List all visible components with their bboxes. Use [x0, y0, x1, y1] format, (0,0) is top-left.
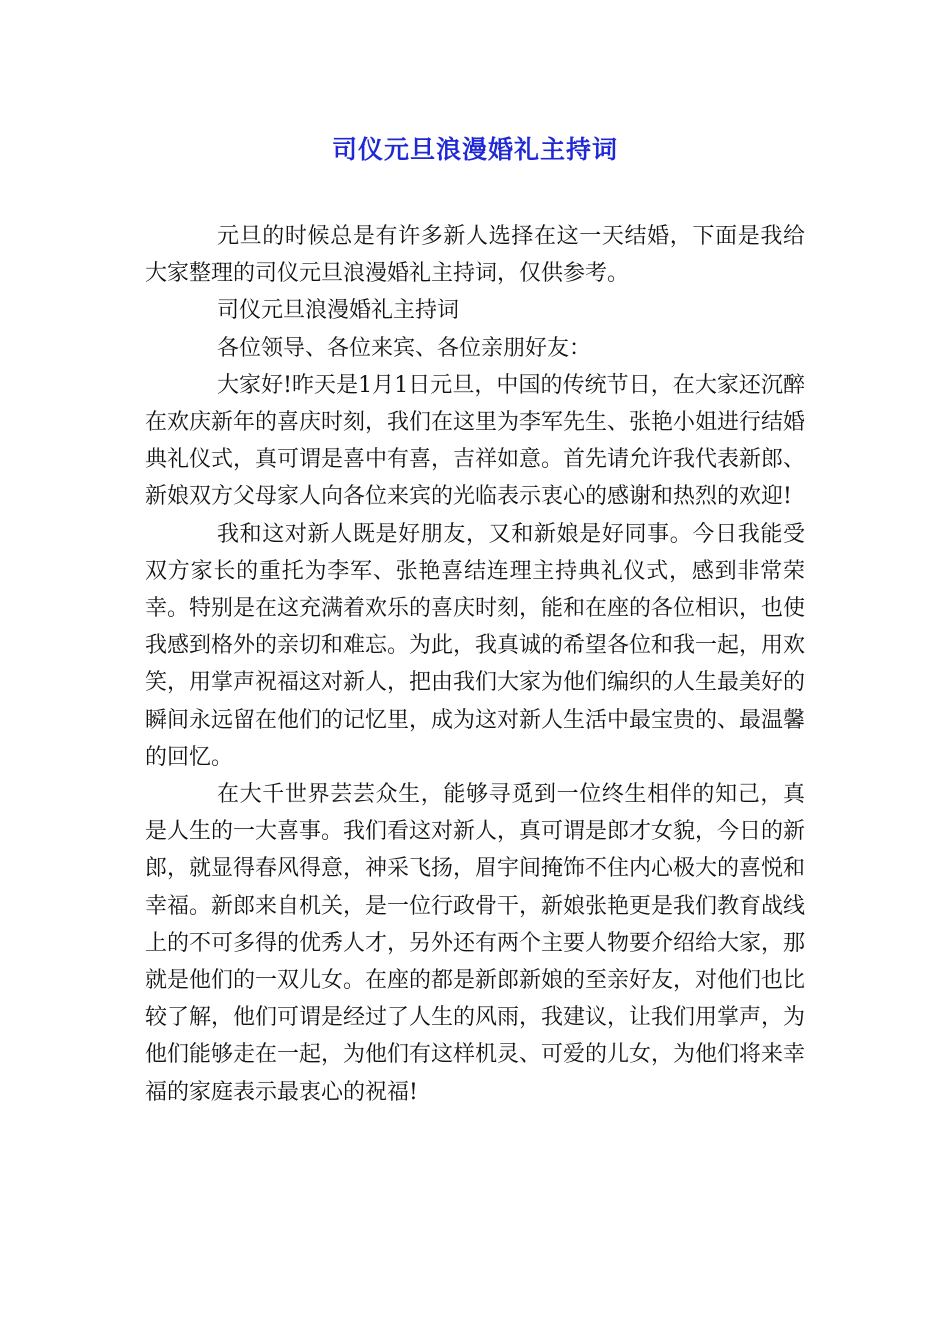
document-body	[145, 218, 805, 1111]
document-title: 司仪元旦浪漫婚礼主持词	[331, 135, 618, 164]
paragraph-opening: 大家好!昨天是1月1日元旦，中国的传统节日，在大家还沉醉在欢庆新年的喜庆时刻，我们在这里为李军先生、张艳小姐进行结婚典礼仪式，真可谓是喜中有喜，吉祥如意。首先请允许我代表新郎、新娘双方父母家人向各位来宾的光临表示衷心的感谢和热烈的欢迎!	[145, 372, 806, 510]
paragraph-subtitle: 司仪元旦浪漫婚礼主持词	[217, 298, 460, 324]
paragraph-host-intro: 我和这对新人既是好朋友，又和新娘是好同事。今日我能受双方家长的重托为李军、张艳喜结连理主持典礼仪式，感到非常荣幸。特别是在这充满着欢乐的喜庆时刻，能和在座的各位相识，也使我感到格外的亲切和难忘。为此，我真诚的希望各位和我一起，用欢笑，用掌声祝福这对新人，把由我们大家为他们编织的人生最美好的瞬间永远留在他们的记忆里，成为这对新人生活中最宝贵的、最温馨的回忆。	[145, 521, 806, 770]
paragraph-intro: 元旦的时候总是有许多新人选择在这一天结婚，下面是我给大家整理的司仪元旦浪漫婚礼主持词，仅供参考。	[145, 224, 805, 287]
paragraph-couple-intro: 在大千世界芸芸众生，能够寻觅到一位终生相伴的知己，真是人生的一大喜事。我们看这对新人，真可谓是郎才女貌，今日的新郎，就显得春风得意，神采飞扬，眉宇间掩饰不住内心极大的喜悦和幸福。新郎来自机关，是一位行政骨干，新娘张艳更是我们教育战线上的不可多得的优秀人才，另外还有两个主要人物要介绍给大家，那就是他们的一双儿女。在座的都是新郎新娘的至亲好友，对他们也比较了解，他们可谓是经过了人生的风雨，我建议，让我们用掌声，为他们能够走在一起，为他们有这样机灵、可爱的儿女，为他们将来幸福的家庭表示最衷心的祝福!	[145, 782, 806, 1105]
paragraph-greeting: 各位领导、各位来宾、各位亲朋好友：	[217, 335, 592, 361]
